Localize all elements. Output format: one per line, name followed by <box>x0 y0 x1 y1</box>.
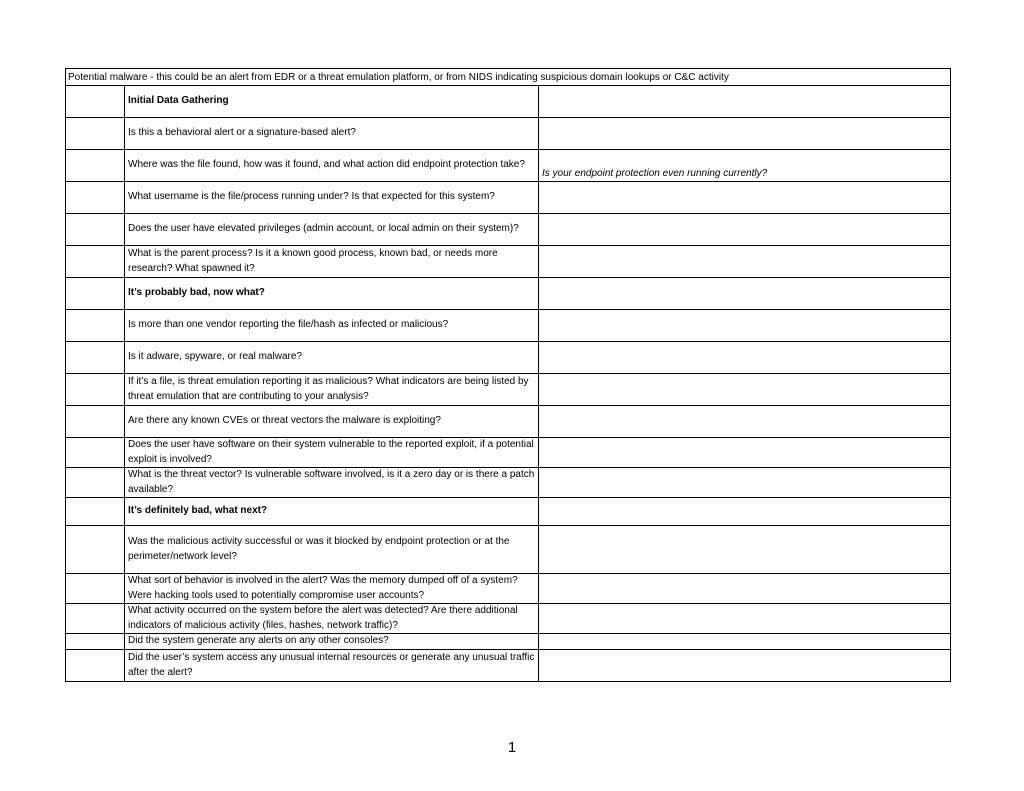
question-cell: What is the parent process? Is it a known good process, known bad, or needs more research? What spawned it? <box>125 246 539 278</box>
table-row <box>66 246 951 278</box>
section-title: It’s probably bad, now what? <box>125 278 539 310</box>
notes-cell <box>539 278 951 310</box>
notes-cell <box>539 214 951 246</box>
blank-cell <box>66 310 125 342</box>
table-row <box>66 438 951 468</box>
table-row <box>66 650 951 682</box>
blank-cell <box>66 604 125 634</box>
question-cell: What is the threat vector? Is vulnerable software involved, is it a zero day or is there a patch available? <box>125 468 539 498</box>
header-row <box>66 69 951 86</box>
question-cell: Is more than one vendor reporting the file/hash as infected or malicious? <box>125 310 539 342</box>
table-row <box>66 468 951 498</box>
blank-cell <box>66 246 125 278</box>
blank-cell <box>66 650 125 682</box>
question-cell: Are there any known CVEs or threat vectors the malware is exploiting? <box>125 406 539 438</box>
blank-cell <box>66 526 125 574</box>
blank-cell <box>66 118 125 150</box>
header-cell: Potential malware - this could be an alert from EDR or a threat emulation platform, or from NIDS indicating suspicious domain lookups or C&C activity <box>66 69 951 86</box>
notes-cell <box>539 634 951 650</box>
table-row <box>66 526 951 574</box>
table-row <box>66 374 951 406</box>
section-row <box>66 498 951 526</box>
blank-cell <box>66 468 125 498</box>
question-cell: What username is the file/process running under? Is that expected for this system? <box>125 182 539 214</box>
blank-cell <box>66 406 125 438</box>
notes-cell <box>539 342 951 374</box>
table-row <box>66 604 951 634</box>
blank-cell <box>66 574 125 604</box>
table-row <box>66 214 951 246</box>
question-cell: Did the system generate any alerts on any other consoles? <box>125 634 539 650</box>
notes-cell <box>539 650 951 682</box>
notes-cell <box>539 468 951 498</box>
notes-cell <box>539 246 951 278</box>
section-row <box>66 86 951 118</box>
blank-cell <box>66 498 125 526</box>
notes-cell <box>539 182 951 214</box>
table-row <box>66 310 951 342</box>
notes-cell: Is your endpoint protection even running currently? <box>539 150 951 182</box>
question-cell: If it’s a file, is threat emulation reporting it as malicious? What indicators are being listed by threat emulation that are contributing to your analysis? <box>125 374 539 406</box>
blank-cell <box>66 150 125 182</box>
blank-cell <box>66 86 125 118</box>
page-number: 1 <box>507 739 517 756</box>
question-cell: Does the user have software on their system vulnerable to the reported exploit, if a potential exploit is involved? <box>125 438 539 468</box>
table-row <box>66 118 951 150</box>
notes-cell <box>539 406 951 438</box>
question-cell: What sort of behavior is involved in the alert? Was the memory dumped off of a system? Were hacking tools used to potentially compromise user accounts? <box>125 574 539 604</box>
blank-cell <box>66 438 125 468</box>
section-title: Initial Data Gathering <box>125 86 539 118</box>
question-cell: Is this a behavioral alert or a signature-based alert? <box>125 118 539 150</box>
question-cell: What activity occurred on the system before the alert was detected? Are there additional indicators of malicious activity (files, hashes, network traffic)? <box>125 604 539 634</box>
question-cell: Is it adware, spyware, or real malware? <box>125 342 539 374</box>
checklist-table <box>65 68 951 682</box>
table-row <box>66 634 951 650</box>
blank-cell <box>66 634 125 650</box>
notes-cell <box>539 438 951 468</box>
section-title: It’s definitely bad, what next? <box>125 498 539 526</box>
notes-cell <box>539 498 951 526</box>
table-row <box>66 150 951 182</box>
question-cell: Where was the file found, how was it found, and what action did endpoint protection take? <box>125 150 539 182</box>
notes-cell <box>539 86 951 118</box>
question-cell: Did the user’s system access any unusual internal resources or generate any unusual traffic after the alert? <box>125 650 539 682</box>
table-row <box>66 574 951 604</box>
notes-cell <box>539 374 951 406</box>
blank-cell <box>66 374 125 406</box>
blank-cell <box>66 342 125 374</box>
notes-cell <box>539 118 951 150</box>
section-row <box>66 278 951 310</box>
notes-cell <box>539 574 951 604</box>
blank-cell <box>66 214 125 246</box>
question-cell: Does the user have elevated privileges (admin account, or local admin on their system)? <box>125 214 539 246</box>
table-row <box>66 182 951 214</box>
notes-cell <box>539 526 951 574</box>
question-cell: Was the malicious activity successful or was it blocked by endpoint protection or at the perimeter/network level? <box>125 526 539 574</box>
table-row <box>66 406 951 438</box>
table-row <box>66 342 951 374</box>
notes-cell <box>539 604 951 634</box>
blank-cell <box>66 278 125 310</box>
notes-cell <box>539 310 951 342</box>
blank-cell <box>66 182 125 214</box>
